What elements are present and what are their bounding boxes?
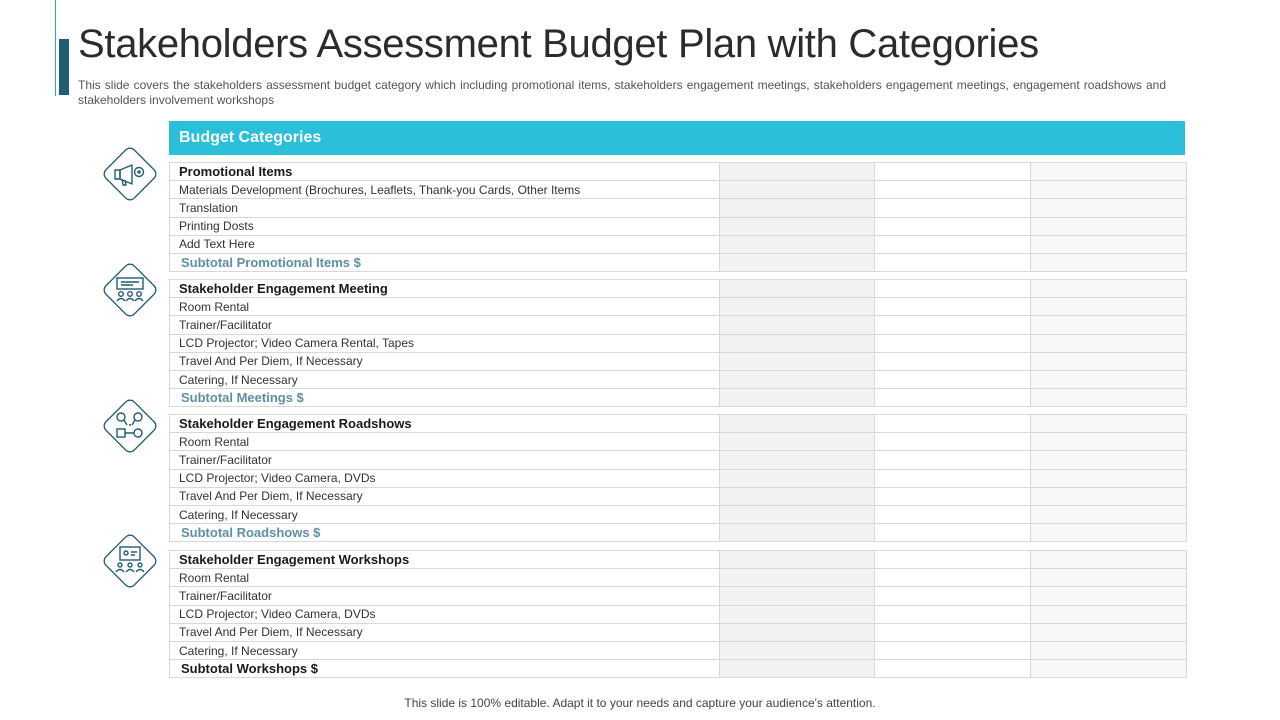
subtotal-row: [170, 660, 1187, 678]
workshop-icon: [98, 529, 162, 593]
table-row: [170, 217, 1187, 235]
item-label: Printing Dosts: [170, 217, 720, 235]
item-label: Catering, If Necessary: [170, 505, 720, 523]
value-cell[interactable]: [720, 660, 875, 678]
section-heading-row: [170, 163, 1187, 181]
value-cell[interactable]: [875, 415, 1031, 433]
value-cell[interactable]: [875, 235, 1031, 253]
value-cell[interactable]: [720, 235, 875, 253]
value-cell[interactable]: [875, 660, 1031, 678]
item-label: LCD Projector; Video Camera, DVDs: [170, 605, 720, 623]
value-cell[interactable]: [720, 551, 875, 569]
value-cell[interactable]: [720, 316, 875, 334]
table-row: [170, 587, 1187, 605]
value-cell[interactable]: [875, 623, 1031, 641]
value-cell[interactable]: [875, 487, 1031, 505]
value-cell[interactable]: [875, 451, 1031, 469]
section-heading: Stakeholder Engagement Meeting: [170, 280, 720, 298]
value-cell[interactable]: [720, 199, 875, 217]
value-cell[interactable]: [1031, 660, 1187, 678]
table-row: [170, 433, 1187, 451]
value-cell[interactable]: [1031, 352, 1187, 370]
value-cell[interactable]: [875, 524, 1031, 542]
title-accent-bar: [59, 39, 69, 95]
section-heading: Stakeholder Engagement Roadshows: [170, 415, 720, 433]
item-label: Room Rental: [170, 298, 720, 316]
value-cell[interactable]: [720, 163, 875, 181]
table-row: [170, 469, 1187, 487]
value-cell[interactable]: [1031, 505, 1187, 523]
value-cell[interactable]: [720, 505, 875, 523]
table-row: [170, 181, 1187, 199]
item-label: Travel And Per Diem, If Necessary: [170, 352, 720, 370]
value-cell[interactable]: [1031, 524, 1187, 542]
page-title: Stakeholders Assessment Budget Plan with Categories: [78, 22, 1039, 66]
table-row: [170, 641, 1187, 659]
table-row: [170, 316, 1187, 334]
value-cell[interactable]: [875, 505, 1031, 523]
value-cell[interactable]: [875, 280, 1031, 298]
value-cell[interactable]: [1031, 370, 1187, 388]
value-cell[interactable]: [1031, 587, 1187, 605]
subtotal-row: [170, 389, 1187, 407]
page-subtitle: This slide covers the stakeholders assessment budget category which including promotional items, stakeholders engagement meetings, stakeholders engagement meetings, engagement roadshows and stakeholders involvement workshops: [78, 78, 1166, 107]
value-cell[interactable]: [875, 352, 1031, 370]
value-cell[interactable]: [875, 605, 1031, 623]
item-label: Trainer/Facilitator: [170, 451, 720, 469]
value-cell[interactable]: [720, 334, 875, 352]
table-row: [170, 569, 1187, 587]
item-label: LCD Projector; Video Camera Rental, Tapes: [170, 334, 720, 352]
table-row: [170, 487, 1187, 505]
value-cell[interactable]: [1031, 451, 1187, 469]
item-label: Materials Development (Brochures, Leaflets, Thank-you Cards, Other Items: [170, 181, 720, 199]
subtotal-row: [170, 253, 1187, 271]
value-cell[interactable]: [1031, 217, 1187, 235]
value-cell[interactable]: [875, 551, 1031, 569]
value-cell[interactable]: [1031, 605, 1187, 623]
meeting-icon: [98, 258, 162, 322]
subtotal-label: Subtotal Promotional Items $: [170, 253, 720, 271]
item-label: Catering, If Necessary: [170, 641, 720, 659]
subtotal-label: Subtotal Roadshows $: [170, 524, 720, 542]
value-cell[interactable]: [720, 389, 875, 407]
value-cell[interactable]: [1031, 433, 1187, 451]
table-row: [170, 605, 1187, 623]
value-cell[interactable]: [1031, 389, 1187, 407]
value-cell[interactable]: [1031, 280, 1187, 298]
value-cell[interactable]: [875, 163, 1031, 181]
value-cell[interactable]: [720, 181, 875, 199]
engagement-workshops-table: [169, 550, 1187, 678]
value-cell[interactable]: [1031, 641, 1187, 659]
value-cell[interactable]: [1031, 415, 1187, 433]
value-cell[interactable]: [875, 389, 1031, 407]
item-label: Catering, If Necessary: [170, 370, 720, 388]
item-label: Trainer/Facilitator: [170, 316, 720, 334]
section-heading-row: [170, 415, 1187, 433]
value-cell[interactable]: [720, 217, 875, 235]
budget-categories-header: Budget Categories: [169, 121, 1185, 155]
value-cell[interactable]: [1031, 551, 1187, 569]
value-cell[interactable]: [1031, 181, 1187, 199]
subtotal-label: Subtotal Meetings $: [170, 389, 720, 407]
value-cell[interactable]: [875, 316, 1031, 334]
promotional-items-table: [169, 162, 1187, 272]
title-accent-line: [55, 0, 56, 96]
value-cell[interactable]: [720, 352, 875, 370]
value-cell[interactable]: [720, 623, 875, 641]
subtotal-row: [170, 524, 1187, 542]
table-row: [170, 334, 1187, 352]
value-cell[interactable]: [1031, 487, 1187, 505]
item-label: Travel And Per Diem, If Necessary: [170, 623, 720, 641]
value-cell[interactable]: [720, 433, 875, 451]
value-cell[interactable]: [720, 524, 875, 542]
table-row: [170, 352, 1187, 370]
value-cell[interactable]: [720, 370, 875, 388]
subtotal-label: Subtotal Workshops $: [170, 660, 720, 678]
value-cell[interactable]: [1031, 163, 1187, 181]
value-cell[interactable]: [720, 298, 875, 316]
value-cell[interactable]: [875, 469, 1031, 487]
item-label: Room Rental: [170, 569, 720, 587]
section-heading: Promotional Items: [170, 163, 720, 181]
table-row: [170, 199, 1187, 217]
section-heading: Stakeholder Engagement Workshops: [170, 551, 720, 569]
value-cell[interactable]: [875, 569, 1031, 587]
value-cell[interactable]: [875, 253, 1031, 271]
value-cell[interactable]: [720, 280, 875, 298]
item-label: Add Text Here: [170, 235, 720, 253]
table-row: [170, 623, 1187, 641]
value-cell[interactable]: [1031, 316, 1187, 334]
network-icon: [98, 394, 162, 458]
table-row: [170, 370, 1187, 388]
value-cell[interactable]: [875, 334, 1031, 352]
value-cell[interactable]: [875, 298, 1031, 316]
value-cell[interactable]: [720, 587, 875, 605]
engagement-meeting-table: [169, 279, 1187, 407]
value-cell[interactable]: [720, 253, 875, 271]
value-cell[interactable]: [875, 433, 1031, 451]
section-heading-row: [170, 551, 1187, 569]
value-cell[interactable]: [720, 641, 875, 659]
value-cell[interactable]: [720, 569, 875, 587]
value-cell[interactable]: [720, 469, 875, 487]
section-heading-row: [170, 280, 1187, 298]
value-cell[interactable]: [1031, 469, 1187, 487]
value-cell[interactable]: [1031, 334, 1187, 352]
footer-note: This slide is 100% editable. Adapt it to your needs and capture your audience's attention.: [404, 696, 876, 710]
value-cell[interactable]: [720, 415, 875, 433]
value-cell[interactable]: [720, 487, 875, 505]
value-cell[interactable]: [875, 181, 1031, 199]
table-row: [170, 505, 1187, 523]
value-cell[interactable]: [720, 451, 875, 469]
value-cell[interactable]: [875, 370, 1031, 388]
value-cell[interactable]: [1031, 253, 1187, 271]
item-label: Travel And Per Diem, If Necessary: [170, 487, 720, 505]
item-label: Trainer/Facilitator: [170, 587, 720, 605]
value-cell[interactable]: [875, 199, 1031, 217]
value-cell[interactable]: [875, 587, 1031, 605]
table-row: [170, 298, 1187, 316]
value-cell[interactable]: [1031, 199, 1187, 217]
item-label: Translation: [170, 199, 720, 217]
value-cell[interactable]: [1031, 235, 1187, 253]
engagement-roadshows-table: [169, 414, 1187, 542]
value-cell[interactable]: [875, 641, 1031, 659]
item-label: LCD Projector; Video Camera, DVDs: [170, 469, 720, 487]
megaphone-icon: [98, 142, 162, 206]
value-cell[interactable]: [875, 217, 1031, 235]
value-cell[interactable]: [720, 605, 875, 623]
table-row: [170, 451, 1187, 469]
table-row: [170, 235, 1187, 253]
value-cell[interactable]: [1031, 569, 1187, 587]
value-cell[interactable]: [1031, 298, 1187, 316]
value-cell[interactable]: [1031, 623, 1187, 641]
item-label: Room Rental: [170, 433, 720, 451]
